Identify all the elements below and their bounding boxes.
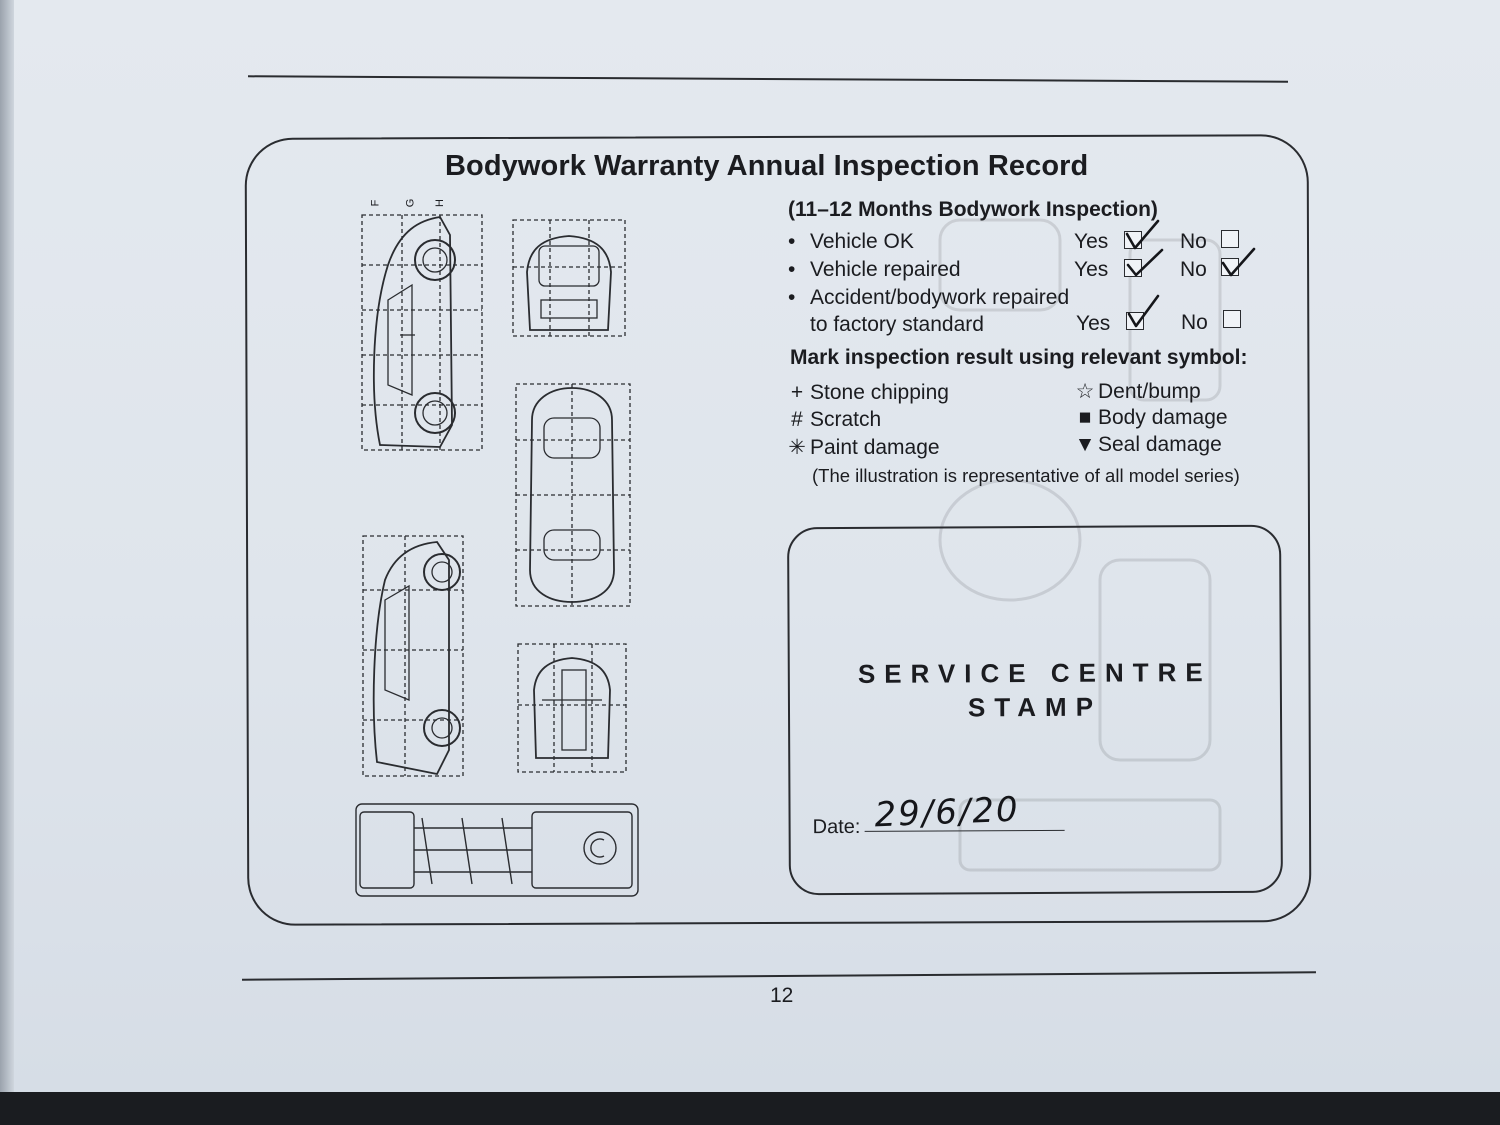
bullet: • bbox=[788, 258, 796, 281]
symbol-paint-damage bbox=[786, 435, 940, 460]
item-label: Vehicle repaired bbox=[810, 258, 961, 281]
letter-label: G bbox=[404, 198, 417, 208]
handwritten-date[interactable]: 29/6/20 bbox=[873, 789, 1021, 836]
letter-label: H bbox=[433, 199, 446, 207]
item-label: Accident/bodywork repaired bbox=[810, 286, 1070, 309]
record-title: Bodywork Warranty Annual Inspection Record bbox=[445, 150, 1089, 182]
yes-label: Yes bbox=[1074, 230, 1109, 253]
yes-label: Yes bbox=[1074, 258, 1109, 281]
symbol-stone-chipping bbox=[786, 381, 949, 405]
symbol-label: Scratch bbox=[810, 408, 882, 431]
top-rule bbox=[248, 75, 1288, 82]
accident-repaired-no-checkbox[interactable] bbox=[1223, 310, 1241, 328]
symbol-seal-damage bbox=[1074, 433, 1222, 457]
item-vehicle-repaired bbox=[788, 258, 961, 282]
item-label-continued: to factory standard bbox=[810, 313, 984, 336]
no-label: No bbox=[1180, 230, 1207, 253]
item-label: Vehicle OK bbox=[810, 230, 914, 253]
car-top-view-diagram bbox=[510, 380, 635, 610]
down-triangle-icon: ▼ bbox=[1074, 433, 1096, 456]
yes-label: Yes bbox=[1076, 312, 1111, 335]
mark-heading: Mark inspection result using relevant symbol: bbox=[790, 346, 1248, 369]
plus-icon: + bbox=[790, 381, 804, 404]
stamp-title bbox=[790, 655, 1280, 726]
stamp-title-line2: STAMP bbox=[967, 691, 1103, 723]
illustration-note: (The illustration is representative of all model series) bbox=[812, 465, 1240, 486]
car-other-side-view-diagram bbox=[345, 530, 475, 785]
symbol-label: Dent/bump bbox=[1098, 380, 1201, 403]
no-label: No bbox=[1181, 311, 1208, 334]
asterisk-icon: ✳ bbox=[788, 436, 806, 459]
symbol-dent-bump bbox=[1074, 379, 1201, 404]
car-side-view-diagram bbox=[340, 195, 490, 470]
symbol-label: Stone chipping bbox=[810, 381, 949, 404]
symbol-body-damage bbox=[1074, 406, 1228, 430]
stamp-title-line1: SERVICE CENTRE bbox=[857, 657, 1212, 689]
bottom-rule bbox=[242, 971, 1316, 980]
checkmark-icon bbox=[1126, 245, 1166, 279]
car-underbody-diagram bbox=[352, 798, 642, 904]
star-outline-icon: ☆ bbox=[1075, 380, 1095, 403]
service-centre-stamp-box bbox=[787, 525, 1283, 896]
car-front-view-diagram bbox=[505, 212, 635, 342]
filled-square-icon: ■ bbox=[1078, 406, 1092, 429]
item-vehicle-ok bbox=[788, 230, 914, 254]
page-number: 12 bbox=[770, 984, 794, 1007]
bullet: • bbox=[788, 286, 796, 309]
bullet: • bbox=[788, 230, 796, 253]
symbol-label: Paint damage bbox=[810, 436, 940, 459]
no-label: No bbox=[1180, 258, 1207, 281]
date-label: Date: bbox=[812, 815, 861, 839]
car-rear-view-diagram bbox=[512, 640, 632, 775]
letter-label: F bbox=[369, 199, 382, 207]
record-subtitle: (11–12 Months Bodywork Inspection) bbox=[788, 198, 1158, 221]
item-accident-repaired bbox=[788, 286, 1069, 310]
checkmark-icon bbox=[1126, 294, 1166, 328]
symbol-scratch bbox=[786, 408, 881, 432]
symbol-label: Seal damage bbox=[1098, 433, 1222, 456]
symbol-label: Body damage bbox=[1098, 406, 1228, 429]
checkmark-icon bbox=[1220, 245, 1260, 279]
page-spine-shadow bbox=[0, 0, 14, 1092]
hash-icon: # bbox=[791, 408, 803, 431]
